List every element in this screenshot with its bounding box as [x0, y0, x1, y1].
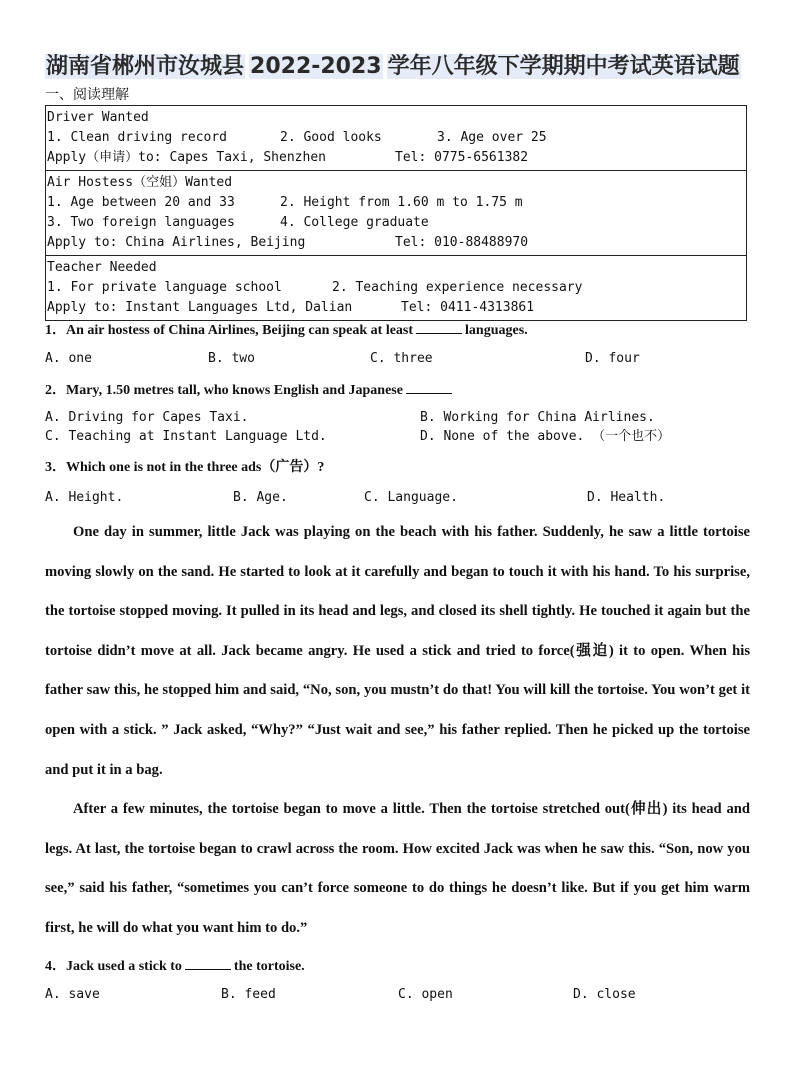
ad-requirements: 1. For private language school 2. Teaching experience necessary — [47, 280, 583, 295]
passage-paragraph-2: After a few minutes, the tortoise began to move a little. Then the tortoise stretched out(伸出) its head and legs. At last, the tortoise began to crawl across the room. How excited Jack was when he saw this. “Son, now you see,” said his father, “sometimes you can’t force someone to do things he doesn’t like. But if you get him warm first, he will do what you want him to do.” — [45, 801, 750, 936]
question-2: 2．Mary, 1.50 metres tall, who knows English and Japanese — [45, 379, 455, 401]
option-d[interactable]: D. Health. — [587, 490, 666, 505]
question-3-options — [45, 488, 747, 507]
option-b[interactable]: B. Age. — [233, 490, 288, 505]
question-1-options — [45, 349, 747, 368]
ad-requirements: 3. Two foreign languages 4. College graduate — [47, 215, 429, 230]
ad-requirements: 1. Clean driving record 2. Good looks 3. Age over 25 — [47, 130, 547, 145]
ad-apply: Apply to: Instant Languages Ltd, Dalian Tel: 0411-4313861 — [47, 300, 535, 315]
option-c[interactable]: C. Language. — [364, 490, 458, 505]
ad-air-hostess — [46, 171, 746, 256]
question-1: 1．An air hostess of China Airlines, Beijing can speak at least languages. — [45, 319, 528, 341]
answer-blank — [406, 379, 452, 394]
title-part-2: 2022-2023 — [250, 54, 382, 79]
question-4-options — [45, 985, 747, 1004]
option-c[interactable]: C. Teaching at Instant Language Ltd. — [45, 429, 327, 444]
option-a[interactable]: A. save — [45, 987, 100, 1002]
title-part-3: 学年八年级下学期期中考试英语试题 — [387, 54, 740, 79]
question-4: 4．Jack used a stick to the tortoise. — [45, 955, 305, 977]
option-d[interactable]: D. four — [585, 351, 640, 366]
option-a[interactable]: A. Driving for Capes Taxi. — [45, 410, 249, 425]
title-part-1: 湖南省郴州市汝城县 — [46, 54, 245, 79]
option-a[interactable]: A. one — [45, 351, 92, 366]
ad-driver — [46, 106, 746, 171]
ad-teacher — [46, 256, 746, 320]
section-heading: 一、阅读理解 — [45, 87, 129, 103]
option-b[interactable]: B. Working for China Airlines. — [420, 410, 655, 425]
question-2-options-row-1 — [45, 408, 747, 427]
ad-heading: Driver Wanted — [47, 110, 149, 125]
page-title — [45, 48, 741, 86]
ad-heading: Teacher Needed — [47, 260, 157, 275]
option-d[interactable]: D. close — [573, 987, 636, 1002]
option-a[interactable]: A. Height. — [45, 490, 124, 505]
option-d[interactable]: D. None of the above. （一个也不） — [420, 429, 671, 444]
ad-requirements: 1. Age between 20 and 33 2. Height from 1.60 m to 1.75 m — [47, 195, 523, 210]
answer-blank — [416, 319, 462, 334]
passage-paragraph-1: One day in summer, little Jack was playing on the beach with his father. Suddenly, he saw a little tortoise moving slowly on the sand. He started to look at it carefully and began to touch it with his hand. To his surprise, the tortoise stopped moving. It pulled in its head and legs, and closed its shell tightly. He touched it again but the tortoise didn’t move at all. Jack became angry. He used a stick and tried to force(强迫) it to open. When his father saw this, he stopped him and said, “No, son, you mustn’t do that! You will kill the tortoise. You won’t get it open with a stick. ” Jack asked, “Why?” “Just wait and see,” his father replied. Then he picked up the tortoise and put it in a bag. — [45, 524, 750, 778]
question-2-options-row-2 — [45, 427, 747, 446]
option-c[interactable]: C. open — [398, 987, 453, 1002]
ad-apply: Apply（申请）to: Capes Taxi, Shenzhen Tel: 0775-6561382 — [47, 150, 529, 165]
ad-heading: Air Hostess（空姐）Wanted — [47, 175, 233, 190]
ads-table — [45, 105, 747, 321]
option-b[interactable]: B. feed — [221, 987, 276, 1002]
ad-apply: Apply to: China Airlines, Beijing Tel: 010-88488970 — [47, 235, 529, 250]
option-b[interactable]: B. two — [208, 351, 255, 366]
reading-passage — [45, 513, 750, 949]
answer-blank — [185, 955, 231, 970]
option-c[interactable]: C. three — [370, 351, 433, 366]
question-3: 3．Which one is not in the three ads（广告）? — [45, 460, 325, 475]
